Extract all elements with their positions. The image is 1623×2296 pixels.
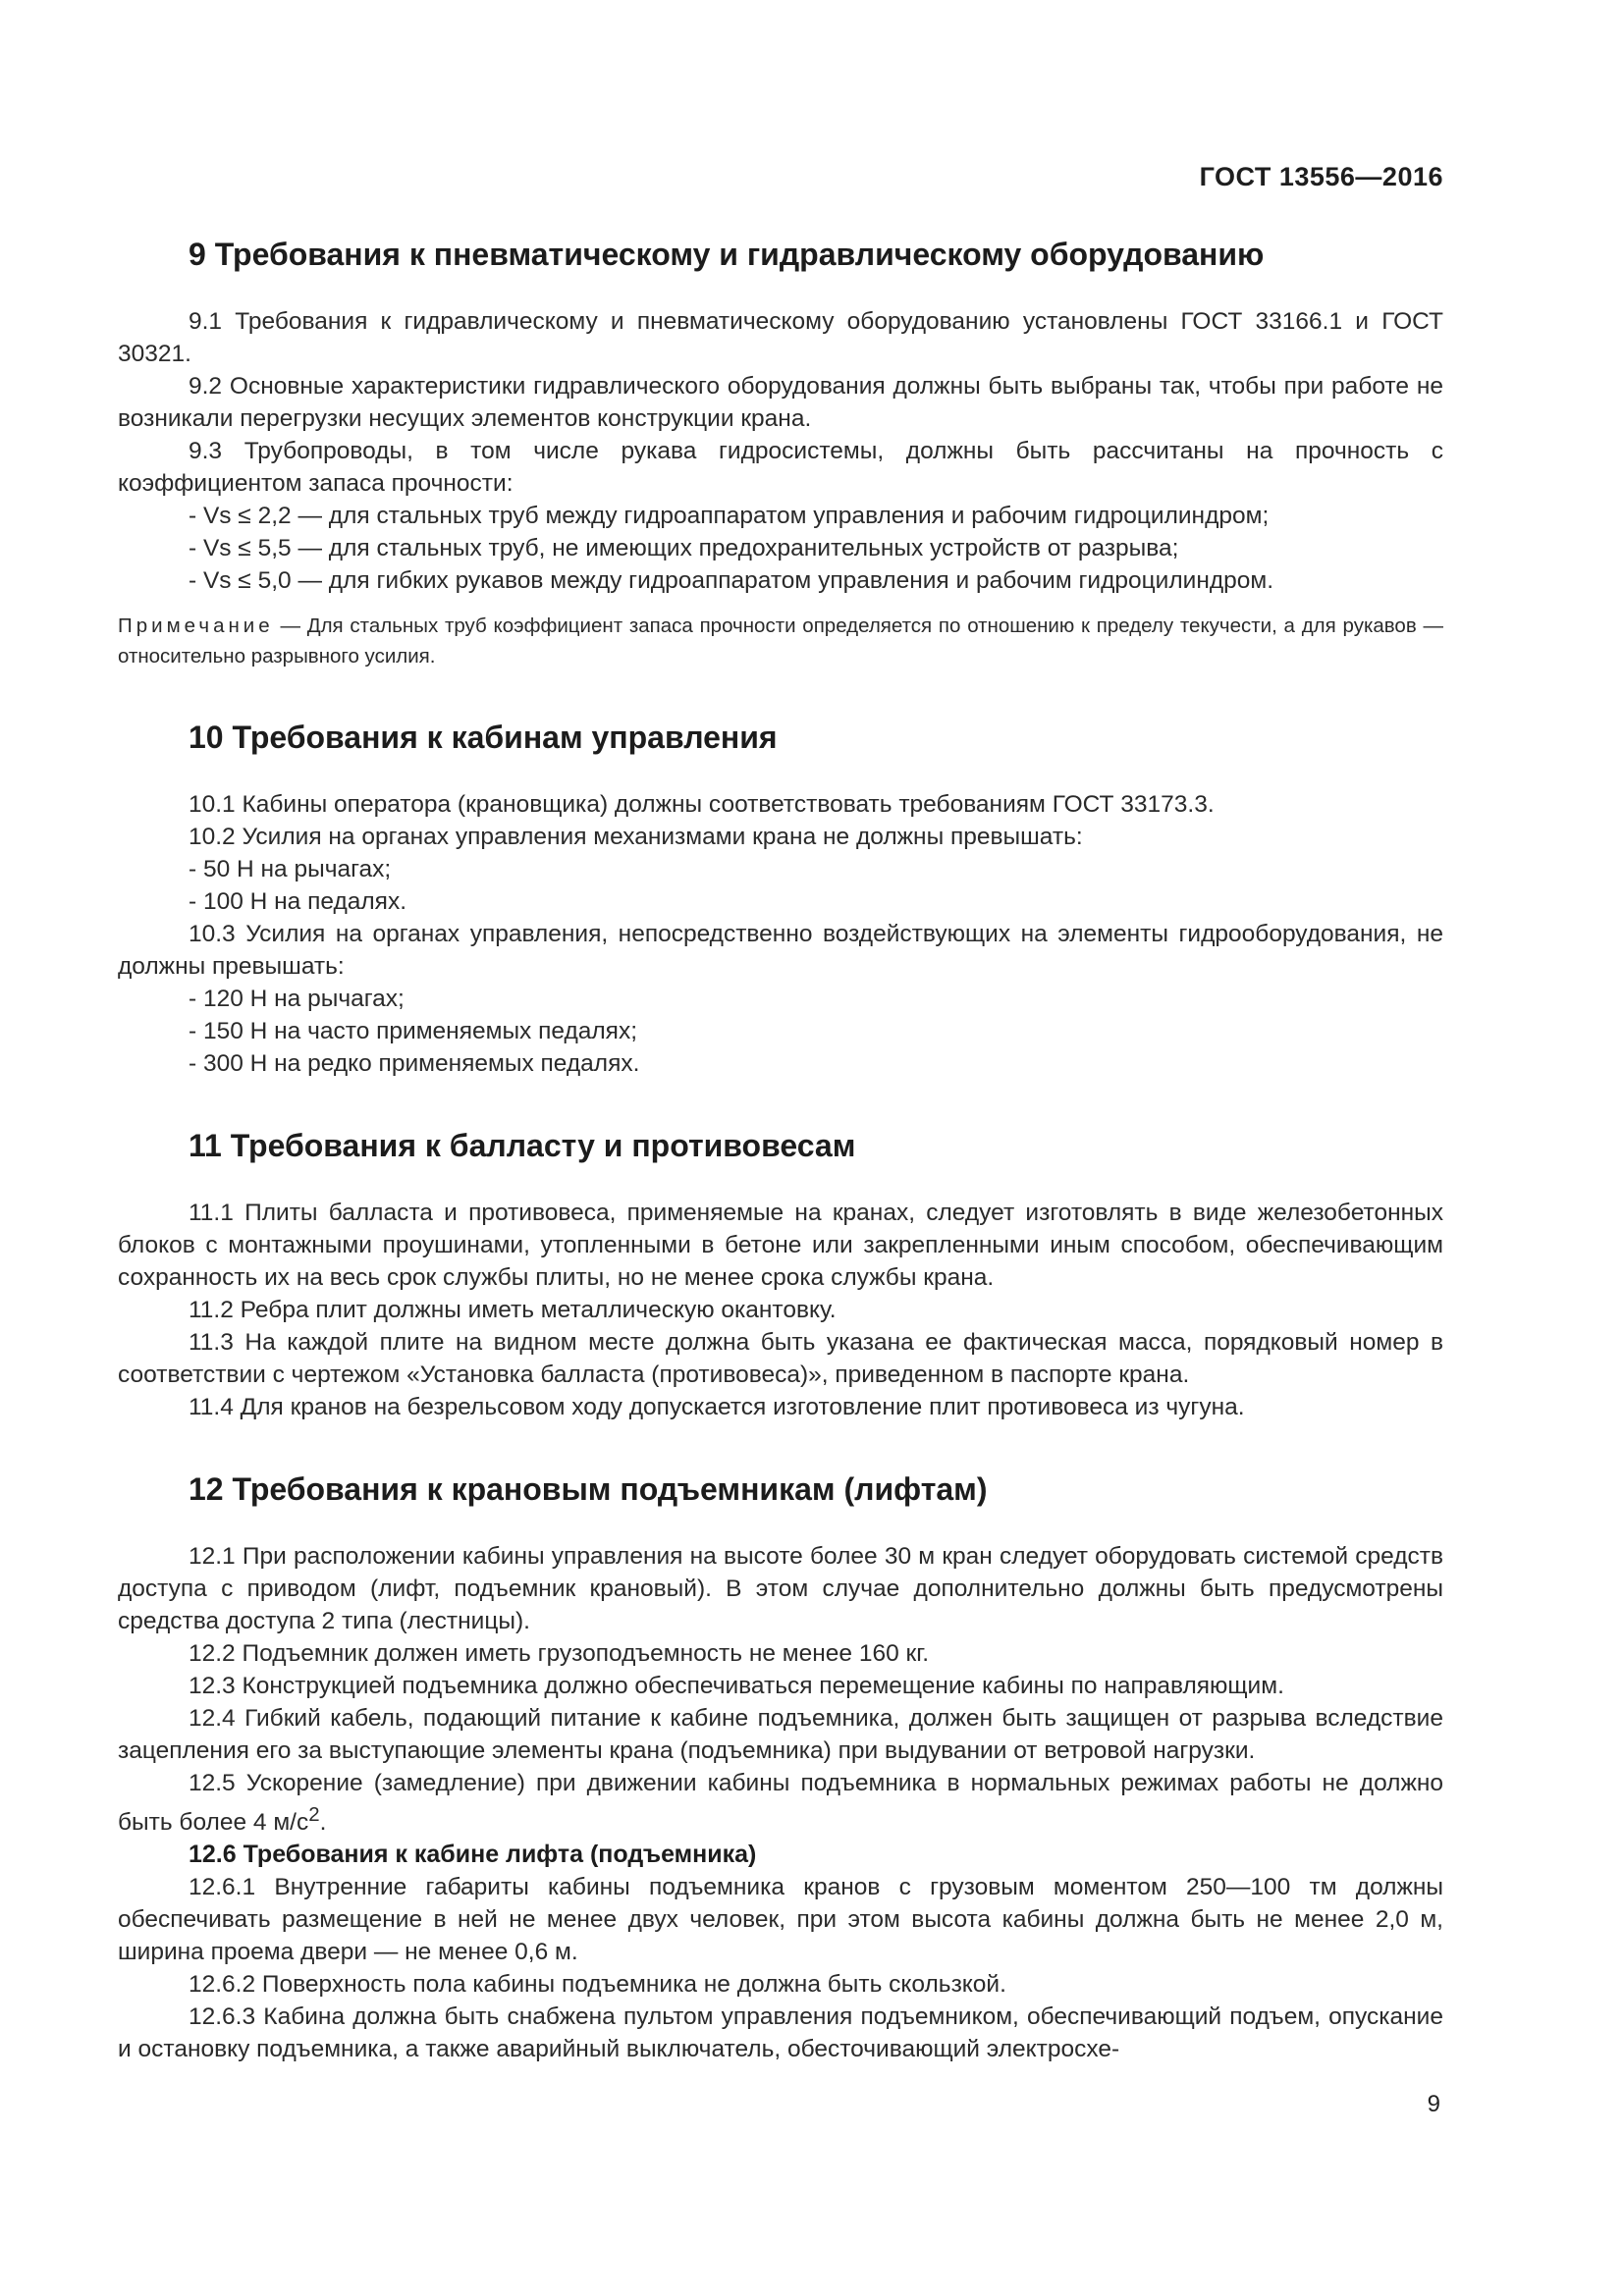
note-9	[118, 611, 1443, 671]
paragraph-12-6-2: 12.6.2 Поверхность пола кабины подъемника не должна быть скользкой.	[189, 1971, 1006, 1999]
paragraph-12-6-3: 12.6.3 Кабина должна быть снабжена пультом управления подъемником, обеспечивающий подъем, опускание и остановку подъемника, а также аварийный выключатель, обесточивающий электросхе-	[118, 2003, 1443, 2063]
paragraph-12-5-text: 12.5 Ускорение (замедление) при движении кабины подъемника в нормальных режимах работы не должно быть более 4 м/с	[118, 1770, 1443, 1837]
page-content	[118, 226, 1443, 2065]
paragraph-12-5-end: .	[319, 1809, 327, 1837]
paragraph-9-2: 9.2 Основные характеристики гидравлического оборудования должны быть выбраны так, чтобы при работе не возникали перегрузки несущих элементов конструкции крана.	[118, 373, 1443, 432]
paragraph-11-4: 11.4 Для кранов на безрельсовом ходу допускается изготовление плит противовеса из чугуна.	[189, 1394, 1245, 1420]
list-item-100n: - 100 Н на педалях.	[189, 888, 407, 915]
list-item-vs-5-0: - Vs ≤ 5,0 — для гибких рукавов между гидроаппаратом управления и рабочим гидроцилиндром.	[189, 567, 1274, 594]
paragraph-11-1: 11.1 Плиты балласта и противовеса, применяемые на кранах, следует изготовлять в виде железобетонных блоков с монтажными проушинами, утопленными в бетоне или закрепленными иным способом, обеспечивающим сохранность их на весь срок службы плиты, но не менее срока службы крана.	[118, 1200, 1443, 1291]
list-item-50n: - 50 Н на рычагах;	[189, 856, 392, 882]
paragraph-12-6-1: 12.6.1 Внутренние габариты кабины подъемника кранов с грузовым моментом 250—100 тм должны обеспечивать размещение в ней не менее двух человек, при этом высота кабины должна быть не менее 2,0 м, ширина проема двери — не менее 0,6 м.	[118, 1874, 1443, 1966]
note-text: — Для стальных труб коэффициент запаса прочности определяется по отношению к пределу текучести, а для рукавов — относительно разрывного усилия.	[118, 614, 1443, 667]
section-9-title: 9 Требования к пневматическому и гидравлическому оборудованию	[189, 237, 1265, 272]
list-item-150n: - 150 Н на часто применяемых педалях;	[189, 1018, 638, 1044]
document-id: ГОСТ 13556—2016	[1199, 162, 1443, 191]
paragraph-12-2: 12.2 Подъемник должен иметь грузоподъемность не менее 160 кг.	[189, 1640, 930, 1667]
list-item-120n: - 120 Н на рычагах;	[189, 986, 405, 1012]
paragraph-12-3: 12.3 Конструкцией подъемника должно обеспечиваться перемещение кабины по направляющим.	[189, 1673, 1284, 1699]
paragraph-10-2: 10.2 Усилия на органах управления механизмами крана не должны превышать:	[189, 824, 1083, 850]
list-item-vs-5-5: - Vs ≤ 5,5 — для стальных труб, не имеющих предохранительных устройств от разрыва;	[189, 535, 1179, 561]
paragraph-10-3: 10.3 Усилия на органах управления, непосредственно воздействующих на элементы гидрооборудования, не должны превышать:	[118, 921, 1443, 980]
paragraph-11-3: 11.3 На каждой плите на видном месте должна быть указана ее фактическая масса, порядковый номер в соответствии с чертежом «Установка балласта (противовеса)», приведенном в паспорте крана.	[118, 1329, 1443, 1388]
page-number: 9	[1427, 2091, 1440, 2117]
paragraph-12-4: 12.4 Гибкий кабель, подающий питание к кабине подъемника, должен быть защищен от разрыва вследствие зацепления его за выступающие элементы крана (подъемника) при выдувании от ветровой нагрузки.	[118, 1705, 1443, 1764]
note-label: Примечание	[118, 614, 274, 637]
section-12-title: 12 Требования к крановым подъемникам (лифтам)	[189, 1471, 988, 1507]
paragraph-9-3: 9.3 Трубопроводы, в том числе рукава гидросистемы, должны быть рассчитаны на прочность с коэффициентом запаса прочности:	[118, 438, 1443, 497]
paragraph-12-1: 12.1 При расположении кабины управления на высоте более 30 м кран следует оборудовать системой средств доступа с приводом (лифт, подъемник крановый). В этом случае дополнительно должны быть предусмотрены средства доступа 2 типа (лестницы).	[118, 1543, 1443, 1634]
superscript-2: 2	[308, 1804, 320, 1826]
section-10-title: 10 Требования к кабинам управления	[189, 720, 778, 755]
section-11-title: 11 Требования к балласту и противовесам	[189, 1128, 856, 1163]
paragraph-10-1: 10.1 Кабины оператора (крановщика) должны соответствовать требованиям ГОСТ 33173.3.	[189, 791, 1215, 818]
subsection-12-6-title: 12.6 Требования к кабине лифта (подъемника)	[189, 1841, 757, 1869]
list-item-300n: - 300 Н на редко применяемых педалях.	[189, 1050, 640, 1077]
paragraph-11-2: 11.2 Ребра плит должны иметь металлическую окантовку.	[189, 1297, 837, 1323]
paragraph-9-1: 9.1 Требования к гидравлическому и пневматическому оборудованию установлены ГОСТ 33166.1 и ГОСТ 30321.	[118, 308, 1443, 367]
paragraph-12-5	[118, 1767, 1443, 1839]
list-item-vs-2-2: - Vs ≤ 2,2 — для стальных труб между гидроаппаратом управления и рабочим гидроцилиндром;	[189, 503, 1270, 529]
